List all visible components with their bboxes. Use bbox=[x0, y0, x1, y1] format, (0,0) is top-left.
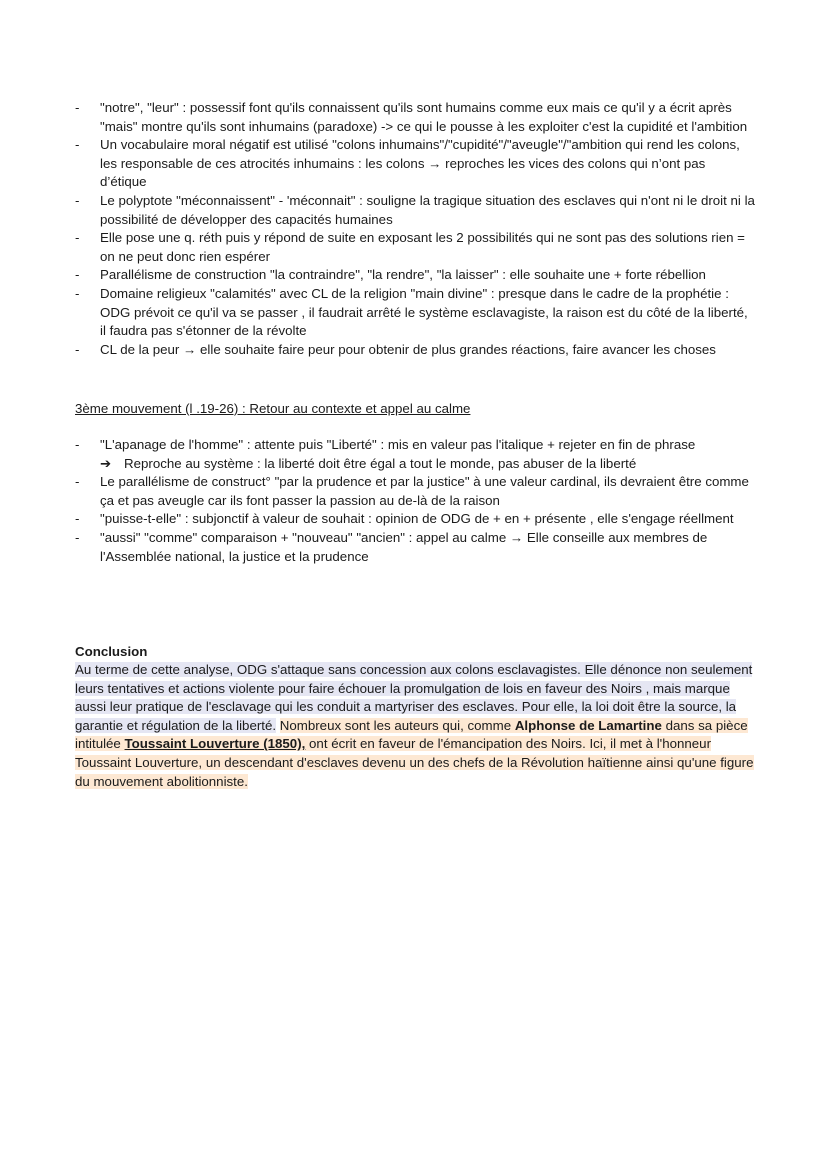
author-name: Alphonse de Lamartine bbox=[514, 717, 662, 733]
bullet-dash: - bbox=[75, 230, 80, 246]
list-item: - Le parallélisme de construct° "par la prudence et par la justice" à une valeur cardinal, ils devraient être comme ça et pas aveugle car ils font passer la passion au de-là de la raison bbox=[75, 474, 749, 508]
list-item: - Elle pose une q. réth puis y répond de suite en exposant les 2 possibilités qui ne sont pas des solutions rien = on ne peut donc rien espérer bbox=[75, 230, 745, 264]
conclusion-heading: Conclusion bbox=[75, 644, 148, 659]
arrow-icon: ➔ bbox=[100, 455, 112, 471]
list-item: - "notre", "leur" : possessif font qu'ils connaissent qu'ils sont humains comme eux mais ce qu'il y a écrit après "mais" montre qu'ils sont inhumains (paradoxe) -> ce qui le pousse à les exploiter c'est la cupidité et l'ambition bbox=[75, 100, 748, 134]
list-item: - Le polyptote "méconnaissent" - 'méconnait" : souligne la tragique situation des esclaves qui n'ont ni le droit ni la possibilité de développer des capacités humaines bbox=[75, 192, 755, 227]
bullet-dash: - bbox=[75, 285, 80, 301]
analysis-bullet-list bbox=[75, 99, 755, 359]
highlighted-summary: Au terme de cette analyse, ODG s'attaque sans concession aux colons esclavagistes. Elle dénonce non seulement leurs tentatives et actions violente pour faire échouer la promulgation de lois en faveur des Noirs , mais marque aussi leur pratique de l'esclavage qui les conduit a martyriser des esclaves. Pour elle, la loi doit être la source, la garantie et régulation de la liberté. bbox=[75, 662, 753, 733]
bullet-dash: - bbox=[75, 529, 80, 545]
section-heading: 3ème mouvement (l .19-26) : Retour au contexte et appel au calme bbox=[75, 401, 471, 416]
sub-list-item: ➔ Reproche au système : la liberté doit être égal a tout le monde, pas abuser de la liberté bbox=[75, 455, 755, 474]
list-item: - "puisse-t-elle" : subjonctif à valeur de souhait : opinion de ODG de + en + présente , elle s'engage réellment bbox=[75, 510, 755, 529]
conclusion-paragraph bbox=[75, 661, 755, 791]
bullet-dash: - bbox=[75, 474, 80, 490]
movement-bullet-list bbox=[75, 436, 755, 566]
play-title: Toussaint Louverture (1850), bbox=[124, 736, 306, 752]
bullet-dash: - bbox=[75, 437, 80, 452]
list-item: - Un vocabulaire moral négatif est utilisé "colons inhumains"/"cupidité"/"aveugle"/"ambition qui rend les colons, les responsable de ces atrocités inhumains : les colons → reproches les vices des colons qui n’ont pas d’étique bbox=[75, 137, 740, 190]
bullet-dash: - bbox=[75, 137, 80, 153]
list-item: - "L'apanage de l'homme" : attente puis "Liberté" : mis en valeur pas l'italique + rejeter en fin de phrase bbox=[75, 436, 755, 455]
bullet-dash: - bbox=[75, 267, 80, 283]
bullet-dash: - bbox=[75, 100, 80, 115]
list-item: - Parallélisme de construction "la contraindre", "la rendre", "la laisser" : elle souhaite une + forte rébellion bbox=[75, 266, 755, 285]
list-item: - Domaine religieux "calamités" avec CL de la religion "main divine" : presque dans le cadre de la prophétie : ODG prévoit ce qu'il va se passer , il faudrait arrêté le système esclavagiste, la raison est du côté de la liberté, il faudra pas s'étonner de la révolte bbox=[75, 285, 748, 339]
bullet-dash: - bbox=[75, 511, 80, 527]
bullet-dash: - bbox=[75, 341, 80, 357]
list-item: - "aussi" "comme" comparaison + "nouveau" "ancien" : appel au calme → Elle conseille aux membres de l'Assemblée national, la justice et la prudence bbox=[75, 529, 708, 564]
highlighted-opening: Nombreux sont les auteurs qui, comme Alphonse de Lamartine dans sa pièce intitulée Toussaint Louverture (1850), ont écrit en faveur de l'émancipation des Noirs. Ici, il met à l'honneur Toussaint Louverture, un descendant d'esclaves devenu un des chefs de la Révolution haïtienne ainsi qu'une figure du mouvement abolitionniste. bbox=[75, 717, 754, 789]
bullet-dash: - bbox=[75, 192, 80, 208]
list-item: - CL de la peur → elle souhaite faire peur pour obtenir de plus grandes réactions, faire avancer les choses bbox=[75, 341, 755, 360]
